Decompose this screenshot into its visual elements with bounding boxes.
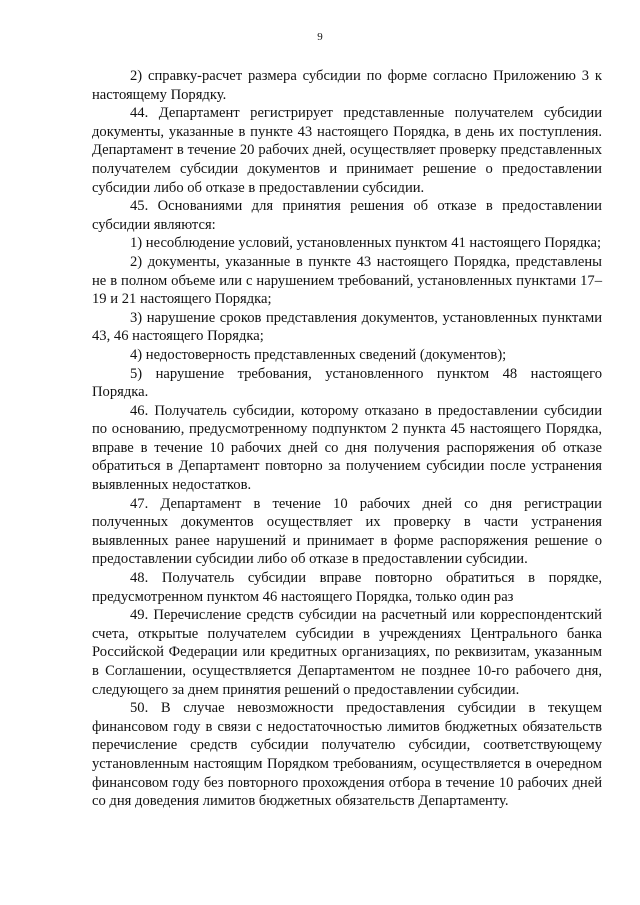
page-number: 9 [317,31,323,43]
paragraph-49: 49. Перечисление средств субсидии на расчетный или корреспондентский счета, открытые получателем субсидии в учреждениях Центрального банка Российской Федерации или кредитных организациях, по реквизитам, указанным в Соглашении, осуществляется Департаментом не позднее 10-го рабочего дня, следующего за днем принятия решений о предоставлении субсидии. [92,607,602,698]
paragraph-47: 47. Департамент в течение 10 рабочих дней со дня регистрации полученных документов осуществляет их проверку в части устранения выявленных ранее нарушений и принимает в форме распоряжения решение о предоставлении субсидии либо об отказе в предоставлении субсидии. [92,495,602,568]
paragraph-item-2: 2) справку-расчет размера субсидии по форме согласно Приложению 3 к настоящему Порядку. [92,68,602,103]
paragraph-45-item-1: 1) несоблюдение условий, установленных пунктом 41 настоящего Порядка; [130,235,602,252]
paragraph-50: 50. В случае невозможности предоставления субсидии в текущем финансовом году в связи с недостаточностью лимитов бюджетных обязательств перечисление средств субсидии получателю субсидии, соответствующему установленным настоящим Порядком требованиям, осуществляется в очередном финансовом году без повторного прохождения отбора в течение 10 рабочих дней со дня доведения лимитов бюджетных обязательств Департаменту. [92,700,602,810]
paragraph-45-item-2: 2) документы, указанные в пункте 43 настоящего Порядка, представлены не в полном объеме или с нарушением требований, установленных пунктами 17–19 и 21 настоящего Порядка; [92,253,602,308]
paragraph-45: 45. Основаниями для принятия решения об отказе в предоставлении субсидии являются: [92,198,602,233]
paragraph-48: 48. Получатель субсидии вправе повторно обратиться в порядке, предусмотренном пунктом 46 настоящего Порядка, только один раз [92,570,602,605]
paragraph-44: 44. Департамент регистрирует представленные получателем субсидии документы, указанные в пункте 43 настоящего Порядка, в день их поступления. Департамент в течение 20 рабочих дней, осуществляет проверку представленных получателем субсидии документов и принимает решение о предоставлении субсидии либо об отказе в предоставлении субсидии. [92,105,602,196]
paragraph-45-item-3: 3) нарушение сроков представления документов, установленных пунктами 43, 46 настоящего Порядка; [92,309,602,345]
paragraph-46: 46. Получатель субсидии, которому отказано в предоставлении субсидии по основанию, предусмотренному подпунктом 2 пункта 45 настоящего Порядка, вправе в течение 10 рабочих дней со дня получения распоряжения об отказе обратиться в Департамент повторно за получением субсидии после устранения выявленных недостатков. [92,402,602,494]
paragraph-45-item-4: 4) недостоверность представленных сведений (документов); [130,346,507,363]
paragraph-45-item-5: 5) нарушение требования, установленного пунктом 48 настоящего Порядка. [92,365,602,401]
